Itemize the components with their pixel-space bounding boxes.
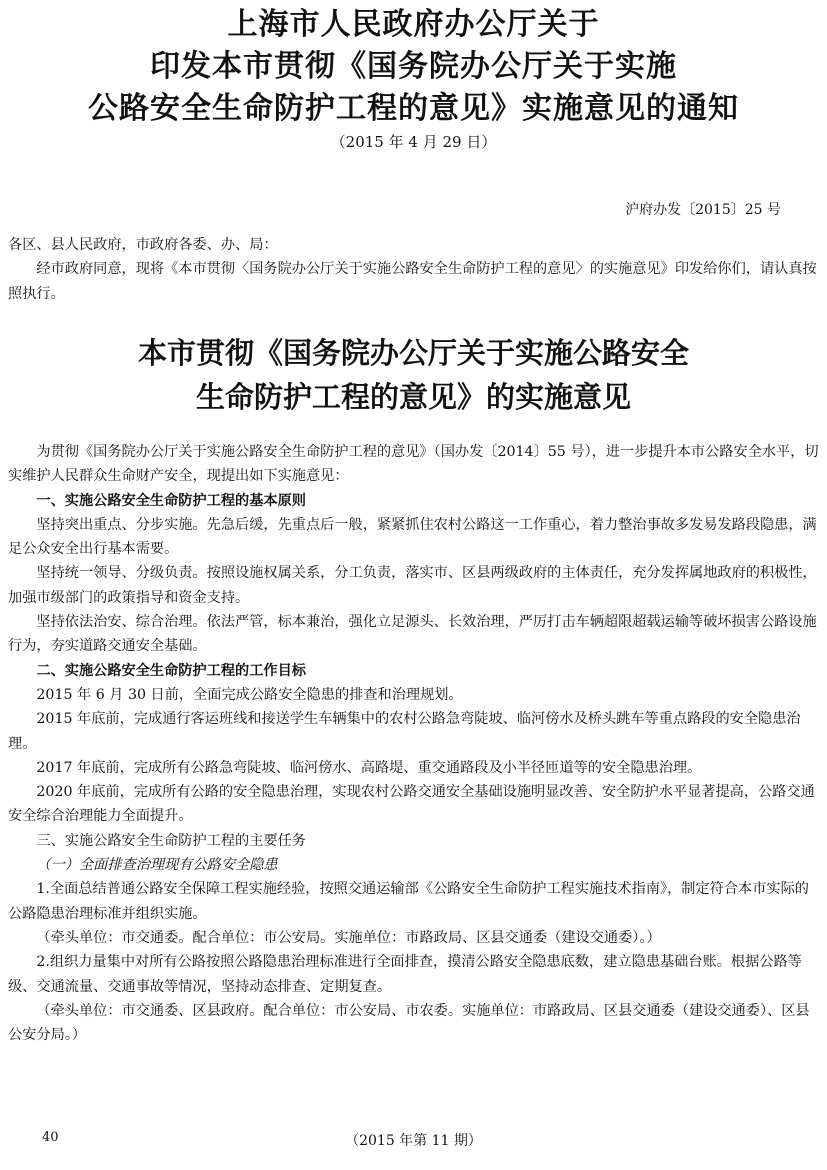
- paragraph: 2015 年 6 月 30 日前，全面完成公路安全隐患的排查和治理规划。: [36, 686, 463, 703]
- paragraph: 坚持依法治安、综合治理。依法严管，标本兼治，强化立足源头、长效治理，严厉打击车辆超限超载运输等破坏损害公路设施行为，夯实道路交通安全基础。: [8, 614, 817, 655]
- paragraph: （牵头单位：市交通委、区县政府。配合单位：市公安局、市农委。实施单位：市路政局、区县交通委（建设交通委）、区县公安分局。）: [8, 1002, 810, 1044]
- paragraph: 为贯彻《国务院办公厅关于实施公路安全生命防护工程的意见》（国办发〔2014〕55 号），进一步提升本市公路安全水平，切实维护人民群众生命财产安全，现提出如下实施意见：: [8, 444, 819, 485]
- section-heading: 一、实施公路安全生命防护工程的基本原则: [36, 492, 306, 509]
- notice-date: （2015 年 4 月 29 日）: [330, 133, 497, 151]
- paragraph: 2020 年底前，完成所有公路的安全隐患治理，实现农村公路交通安全基础设施明显改善、安全防护水平显著提高，公路交通安全综合治理能力全面提升。: [8, 784, 815, 825]
- opinion-header: [40, 331, 787, 419]
- opinion-title-line-1: 本市贯彻《国务院办公厅关于实施公路安全: [137, 336, 689, 370]
- section-heading: 二、实施公路安全生命防护工程的工作目标: [36, 662, 306, 679]
- notice-header: [40, 4, 787, 154]
- paragraph: 2015 年底前，完成通行客运班线和接送学生车辆集中的农村公路急弯陡坡、临河傍水及桥头跳车等重点路段的安全隐患治理。: [8, 711, 801, 752]
- notice-paragraph: 经市政府同意，现将《本市贯彻〈国务院办公厅关于实施公路安全生命防护工程的意见〉的实施意见》印发给你们，请认真按照执行。: [8, 261, 817, 302]
- subsection-heading: （一）全面排查治理现有公路安全隐患: [36, 857, 278, 874]
- paragraph: 2.组织力量集中对所有公路按照公路隐患治理标准进行全面排查，摸清公路安全隐患底数，建立隐患基础台账。根据公路等级、交通流量、交通事故等情况，坚持动态排查、定期复查。: [8, 954, 802, 995]
- opinion-body: [8, 440, 820, 1047]
- notice-title-line-3: 公路安全生命防护工程的意见》实施意见的通知: [88, 91, 739, 126]
- paragraph: 坚持统一领导、分级负责。按照设施权属关系，分工负责，落实市、区县两级政府的主体责任，充分发挥属地政府的积极性，加强市级部门的政策指导和资金支持。: [8, 565, 817, 606]
- notice-title-line-1: 上海市人民政府办公厅关于: [227, 7, 600, 42]
- opinion-title-line-2: 生命防护工程的意见》的实施意见: [195, 380, 631, 414]
- notice-body: [8, 233, 820, 306]
- paragraph: 1.全面总结普通公路安全保障工程实施经验，按照交通运输部《公路安全生命防护工程实施技术指南》，制定符合本市实际的公路隐患治理标准并组织实施。: [8, 881, 809, 922]
- notice-title-line-2: 印发本市贯彻《国务院办公厅关于实施: [150, 49, 677, 84]
- document-number: 沪府办发〔2015〕25 号: [625, 202, 781, 218]
- paragraph: 2017 年底前，完成所有公路急弯陡坡、临河傍水、高路堤、重交通路段及小半径匝道等的安全隐患治理。: [36, 759, 702, 776]
- issue-label: （2015 年第 11 期）: [345, 1133, 482, 1149]
- page-number: 40: [42, 1130, 59, 1145]
- paragraph: （牵头单位：市交通委。配合单位：市公安局。实施单位：市路政局、区县交通委（建设交通委）。）: [36, 929, 661, 946]
- section-heading: 三、实施公路安全生命防护工程的主要任务: [36, 832, 306, 849]
- paragraph: 坚持突出重点、分步实施。先急后缓，先重点后一般，紧紧抓住农村公路这一工作重心，着力整治事故多发易发路段隐患，满足公众安全出行基本需要。: [8, 516, 817, 558]
- addressee: 各区、县人民政府，市政府各委、办、局：: [8, 237, 278, 253]
